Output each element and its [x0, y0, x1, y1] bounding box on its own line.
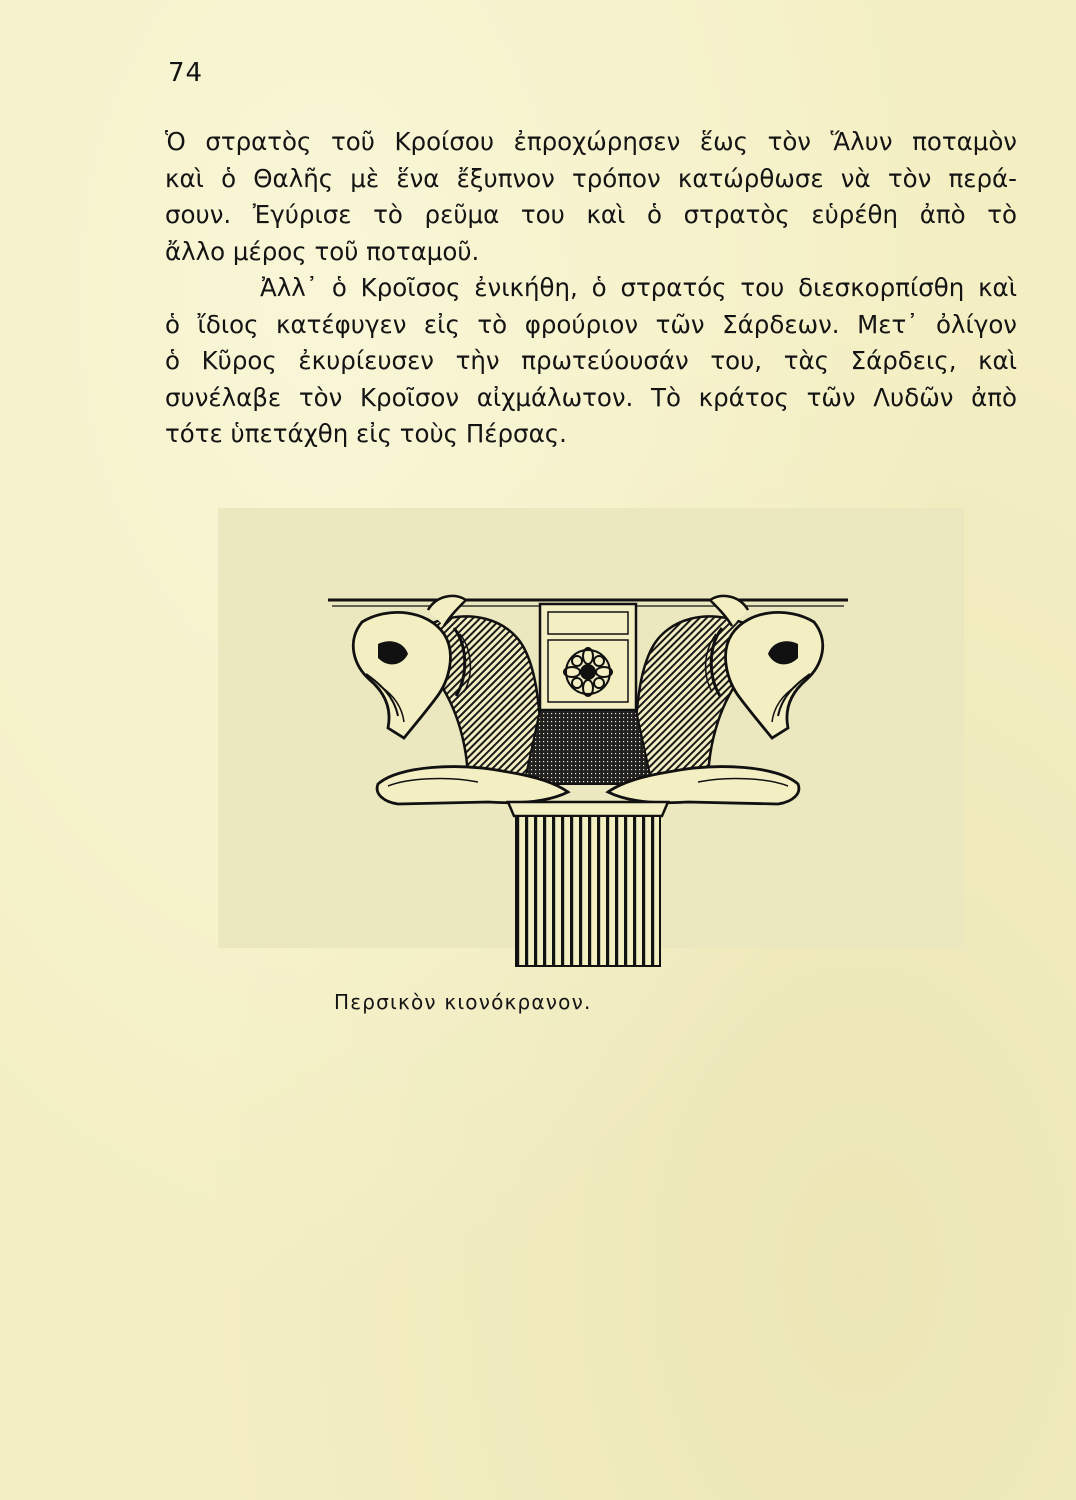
persian-column-capital-illustration: [318, 588, 858, 974]
page-number: 74: [168, 58, 204, 88]
paragraph-1-line-1: Ὁ στρατὸς τοῦ Κροίσου ἐπροχώρησεν ἕως τὸν Ἅλυν ποταμὸν: [165, 127, 1017, 156]
body-text: [165, 124, 1017, 453]
paragraph-1-line-4: ἄλλο μέρος τοῦ ποταμοῦ.: [165, 236, 480, 266]
paragraph-1-line-2: καὶ ὁ Θαλῆς μὲ ἕνα ἔξυπνον τρόπον κατώρθωσε νὰ τὸν περά-: [165, 163, 1017, 193]
paragraph-2-line-1: Ἀλλ᾽ ὁ Κροῖσος ἐνικήθη, ὁ στρατός του διεσκορπίσθη καὶ: [260, 273, 1017, 302]
figure-caption: Περσικὸν κιονόκρανον.: [334, 990, 592, 1014]
paragraph-2-line-4: συνέλαβε τὸν Κροῖσον αἰχμάλωτον. Τὸ κράτος τῶν Λυδῶν ἀπὸ: [165, 382, 1017, 412]
paragraph-1-line-3: σουν. Ἐγύρισε τὸ ρεῦμα του καὶ ὁ στρατὸς εὑρέθη ἀπὸ τὸ: [165, 200, 1017, 229]
paragraph-2-line-3: ὁ Κῦρος ἐκυρίευσεν τὴν πρωτεύουσάν του, τὰς Σάρδεις, καὶ: [165, 346, 1017, 375]
paragraph-2-line-5: τότε ὑπετάχθη εἰς τοὺς Πέρσας.: [165, 419, 567, 448]
paragraph-2-line-2: ὁ ἴδιος κατέφυγεν εἰς τὸ φρούριον τῶν Σάρδεων. Μετ᾽ ὀλίγον: [165, 309, 1017, 339]
